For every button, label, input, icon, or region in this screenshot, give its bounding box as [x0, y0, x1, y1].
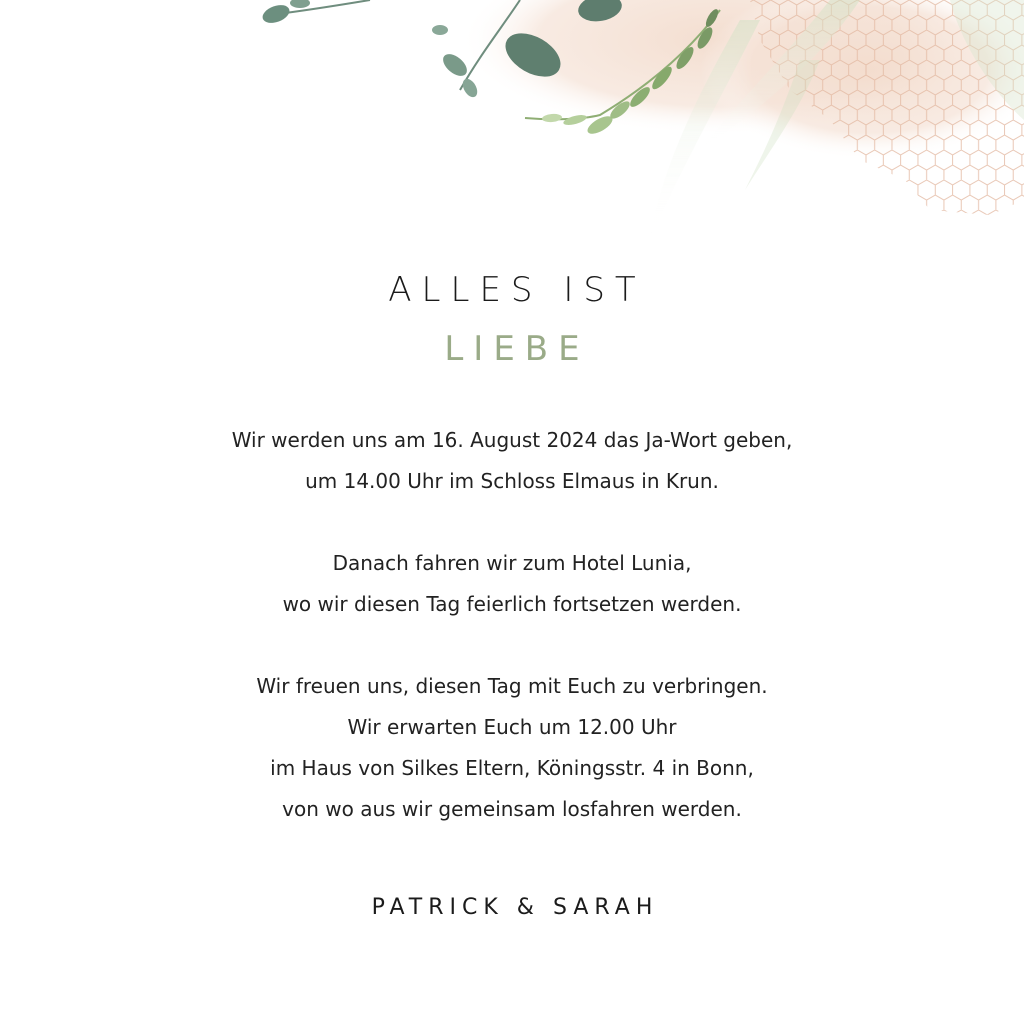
- floral-decoration: [0, 0, 1024, 260]
- headline-top: ALLES IST: [388, 270, 646, 310]
- paragraph-gap: [0, 625, 1024, 666]
- message-line: Danach fahren wir zum Hotel Lunia,: [332, 551, 692, 575]
- message-line: wo wir diesen Tag feierlich fortsetzen werden.: [282, 592, 742, 616]
- message-line: Wir freuen uns, diesen Tag mit Euch zu verbringen.: [256, 674, 768, 698]
- couple-signature: PATRICK & SARAH: [371, 895, 659, 920]
- message-line: von wo aus wir gemeinsam losfahren werden.: [282, 797, 742, 821]
- message-line: Wir werden uns am 16. August 2024 das Ja-Wort geben,: [231, 428, 793, 452]
- invitation-message: [0, 420, 1024, 830]
- message-line: Wir erwarten Euch um 12.00 Uhr: [347, 715, 677, 739]
- paragraph-gap: [0, 502, 1024, 543]
- message-line: um 14.00 Uhr im Schloss Elmaus in Krun.: [305, 469, 719, 493]
- message-line: im Haus von Silkes Eltern, Köningsstr. 4 in Bonn,: [270, 756, 754, 780]
- headline-bottom: LIEBE: [444, 329, 590, 369]
